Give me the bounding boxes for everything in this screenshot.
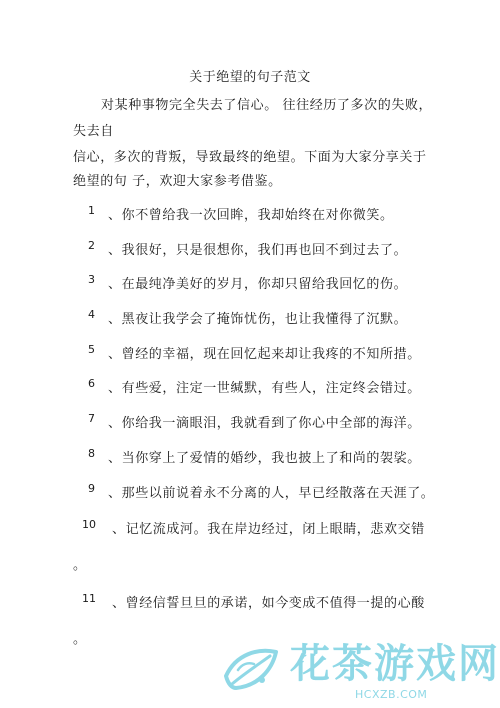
item-number: 4 <box>88 308 95 321</box>
continuation-mark: 。 <box>73 632 87 647</box>
item-number: 1 <box>88 204 95 217</box>
intro-line-1: 对某种事物完全失去了信心。 往往经历了多次的失败， <box>101 98 433 113</box>
item-text: 、曾经的幸福，现在回忆起来却让我疼的不知所措。 <box>108 347 421 362</box>
intro-line-4: 绝望的句 子，欢迎大家参考借鉴。 <box>73 174 282 189</box>
item-text: 、黑夜让我学会了掩饰忧伤，也让我懂得了沉默。 <box>108 312 408 327</box>
item-text: 、那些以前说着永不分离的人，早已经散落在天涯了。 <box>108 486 435 501</box>
item-number: 5 <box>88 343 95 356</box>
item-number: 6 <box>88 377 95 390</box>
continuation-mark: 。 <box>73 558 87 573</box>
item-number: 7 <box>88 412 95 425</box>
item-text: 、当你穿上了爱情的婚纱，我也披上了和尚的袈裟。 <box>108 451 421 466</box>
intro-line-2: 失去自 <box>73 124 114 139</box>
item-number: 8 <box>88 447 95 460</box>
item-text: 、你给我一滴眼泪，我就看到了你心中全部的海洋。 <box>108 416 421 431</box>
item-text: 、你不曾给我一次回眸，我却始终在对你微笑。 <box>108 208 394 223</box>
leaf-logo-icon <box>218 640 286 700</box>
item-number: 9 <box>88 482 95 495</box>
item-number: 3 <box>88 273 95 286</box>
item-text: 、在最纯净美好的岁月，你却只留给我回忆的伤。 <box>108 277 408 292</box>
item-text: 、记忆流成河。我在岸边经过，闭上眼睛，悲欢交错 <box>112 522 425 537</box>
item-text: 、有些爱，注定一世缄默，有些人，注定终会错过。 <box>108 381 421 396</box>
page-title: 关于绝望的句子范文 <box>189 70 311 85</box>
item-text: 、曾经信誓旦旦的承诺，如今变成不值得一提的心酸 <box>112 596 425 611</box>
item-number: 2 <box>88 239 95 252</box>
watermark-domain: HCXZB.COM <box>355 688 428 701</box>
watermark-brand: 花茶游戏网 <box>290 641 500 687</box>
intro-line-3: 信心，多次的背叛，导致最终的绝望。下面为大家分享关于 <box>73 150 427 165</box>
item-text: 、我很好，只是很想你，我们再也回不到过去了。 <box>108 243 408 258</box>
item-number: 10 <box>82 518 96 531</box>
item-number: 11 <box>82 592 96 605</box>
